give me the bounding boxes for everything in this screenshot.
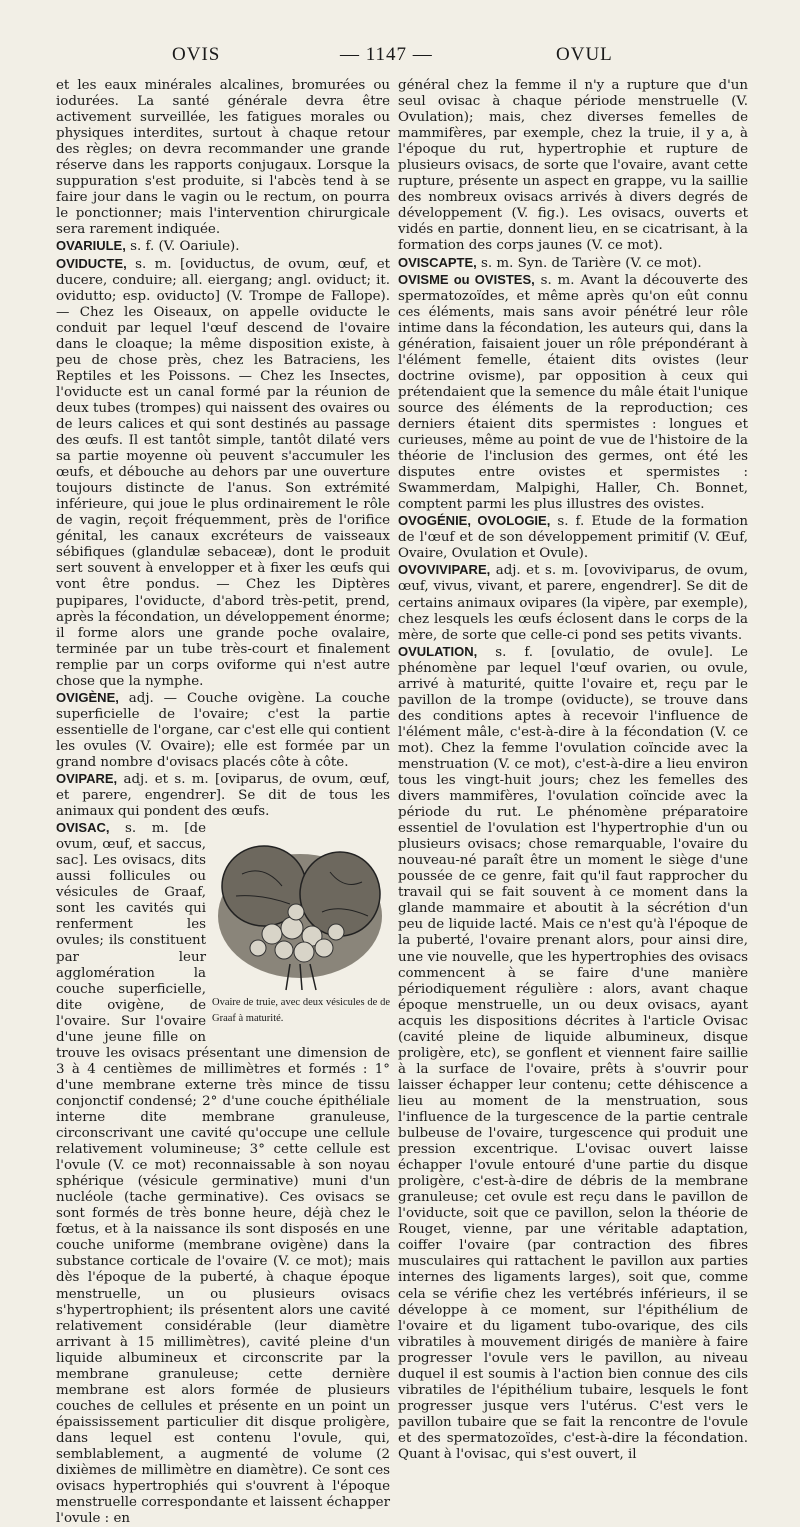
entry-ovigene: OVIGÈNE, adj. — Couche ovigène. La couche superficielle de l'ovaire; c'est la partie essentielle de l'organe, car c'est elle qui contient les ovules (V. Ovaire); elle est formée par un grand nombre d'ovisacs placés côte à côte. <box>56 689 390 770</box>
entry-ovogenie: OVOGÉNIE, OVOLOGIE, s. f. Etude de la formation de l'œuf et de son développement primitif (V. Œuf, Ovaire, Ovulation et Ovule). <box>398 513 748 562</box>
ovary-illustration <box>212 824 390 994</box>
entry-headword: OVIDUCTE, <box>56 255 127 271</box>
entry-continuation: général chez la femme il n'y a rupture que d'un seul ovisac à chaque période menstruelle (V. Ovulation); mais, chez diverses femelles de mammifères, par exemple, chez la truie, il y a, à l'époque du rut, hypertrophie et rupture de plusieurs ovisacs, de sorte que l'ovaire, avant cette rupture, présente un aspect en grappe, vu la saillie des nombreux ovisacs arrivés à divers degrés de développement (V. fig.). Les ovisacs, ouverts et vidés en partie, donnent lieu, en se cicatrisant, à la formation des corps jaunes (V. ce mot). <box>398 78 748 254</box>
entry-continuation: et les eaux minérales alcalines, bromurées ou iodurées. La santé générale devra être activement surveillée, les fatigues morales ou physiques interdites, surtout à chaque retour des règles; on devra recommander une grande réserve dans les rapports conjugaux. Lorsque la suppuration s'est produite, si l'abcès tend à se faire jour dans le vagin ou le rectum, on pourra le ponctionner; mais l'intervention chirurgicale sera rarement indiquée. <box>56 78 390 238</box>
entry-ovipare: OVIPARE, adj. et s. m. [oviparus, de ovum, œuf, et parere, engendrer]. Se dit de tous les animaux qui pondent des œufs. <box>56 771 390 820</box>
entry-ovovivipare: OVOVIVIPARE, adj. et s. m. [ovoviviparus, de ovum, œuf, vivus, vivant, et parere, engendrer]. Se dit de certains animaux ovipares (la vipère, par exemple), chez lesquels les œufs éclosent dans le corps de la mère, de sorte que celle-ci pond ses petits vivants. <box>398 562 748 643</box>
entry-headword: OVOVIVIPARE, <box>398 562 491 578</box>
right-column <box>398 78 748 1463</box>
entry-ovisac: Ovaire de truie, avec deux vésicules de de Graaf à maturité. OVISAC, s. m. [de ovum, œuf, et saccus, sac]. Les ovisacs, dits aussi follicules ou vésicules de Graaf, sont les cavités qui renferment les ovules; ils constituent par leur agglomération la couche superficielle, dite ovigène, de l'ovaire. Sur l'ovaire d'une jeune fille on trouve les ovisacs présentant une dimension de 3 à 4 centièmes de millimètres et formés : 1° d'une membrane externe très mince de tissu conjonctif condensé; 2° d'une couche épithéliale interne dite membrane granuleuse, circonscrivant une cavité qu'occupe une cellule relativement volumineuse; 3° cette cellule est l'ovule (V. ce mot) reconnaissable à son noyau sphérique (vésicule germinative) muni d'un nucléole (tache germinative). Ces ovisacs se sont formés de très bonne heure, déjà chez le fœtus, et à la naissance ils sont disposés en une couche uniforme (membrane ovigène) dans la substance corticale de l'ovaire (V. ce mot); mais dès l'époque de la puberté, à chaque époque menstruelle, un ou plusieurs ovisacs s'hypertrophient; ils présentent alors une cavité relativement considérable (leur diamètre arrivant à 15 millimètres), cavité pleine d'un liquide albumineux et circonscrite par la membrane granuleuse; cette dernière membrane est alors formée de plusieurs couches de cellules et présente en un point un épaississement particulier dit disque proligère, dans lequel est contenu l'ovule, qui, semblablement, a augmenté de volume (2 dixièmes de millimètre en diamètre). Ce sont ces ovisacs hypertrophiés qui s'ouvrent à l'époque menstruelle correspondante et laissent échapper l'ovule : en <box>56 820 390 1527</box>
entry-headword: OVIGÈNE, <box>56 689 119 705</box>
entry-headword: OVOGÉNIE, OVOLOGIE, <box>398 513 551 529</box>
entry-headword: OVISCAPTE, <box>398 254 477 270</box>
entry-oviscapte: OVISCAPTE, s. m. Syn. de Tarière (V. ce mot). <box>398 254 702 271</box>
entry-headword: OVISME ou OVISTES, <box>398 271 535 287</box>
running-head-left: OVIS <box>172 44 221 65</box>
ovary-figure <box>212 824 390 1026</box>
entry-oviducte: OVIDUCTE, s. m. [oviductus, de ovum, œuf, et ducere, conduire; all. eiergang; angl. oviduct; it. ovidutto; esp. oviducto] (V. Trompe de Fallope). — Chez les Oiseaux, on appelle oviducte le conduit par lequel l'œuf descend de l'ovaire dans le cloaque; la même disposition existe, à peu de chose près, chez les Batraciens, les Reptiles et les Poissons. — Chez les Insectes, l'oviducte est un canal formé par la réunion de deux tubes (trompes) qui naissent des ovaires ou de leurs calices et qui sont destinés au passage des œufs. Il est tantôt simple, tantôt dilaté vers sa partie moyenne où peuvent s'accumuler les œufs, et débouche au dehors par une ouverture toujours distincte de l'anus. Son extrémité inférieure, qui joue le plus ordinairement le rôle de vagin, reçoit fréquemment, près de l'orifice génital, les canaux excréteurs de vaisseaux sébifiques (glandulæ sebaceæ), dont le produit sert souvent à envelopper et à fixer les œufs qui vont être pondus. — Chez les Diptères pupipares, l'oviducte, d'abord très-petit, prend, après la fécondation, un développement énorme; il forme alors une grande poche ovalaire, terminée par un tube très-court et finalement remplie par un corps oviforme qui n'est autre chose que la nymphe. <box>56 255 390 689</box>
page-header <box>0 44 800 74</box>
page-number: — 1147 — <box>340 44 433 65</box>
figure-caption: Ovaire de truie, avec deux vésicules de de Graaf à maturité. <box>212 997 390 1025</box>
entry-headword: OVARIULE, <box>56 238 126 254</box>
entry-headword: OVULATION, <box>398 643 478 659</box>
entry-ovulation: OVULATION, s. f. [ovulatio, de ovule]. Le phénomène par lequel l'œuf ovarien, ou ovule, arrivé à maturité, quitte l'ovaire et, reçu par le pavillon de la trompe (oviducte), se trouve dans des conditions aptes à recevoir l'influence de l'élément mâle, c'est-à-dire à la fécondation (V. ce mot). Chez la femme l'ovulation coïncide avec la menstruation (V. ce mot), c'est-à-dire a lieu environ tous les vingt-huit jours; chez les femelles des divers mammifères, l'ovulation coïncide avec la période du rut. Le phénomène préparatoire essentiel de l'ovulation est l'hypertrophie d'un ou plusieurs ovisacs; chose remarquable, l'ovaire du nouveau-né paraît être un moment le siège d'une poussée de ce genre, fait qu'il faut rapprocher du travail qui se fait souvent à ce moment dans la glande mammaire et aboutit à la sécrétion d'un peu de liquide lacté. Mais ce n'est qu'à l'époque de la puberté, l'ovaire prenant alors, pour ainsi dire, une vie nouvelle, que les hypertrophies des ovisacs commencent à se faire d'une manière périodiquement régulière : alors, avant chaque époque menstruelle, un ou deux ovisacs, ayant acquis les dispositions décrites à l'article Ovisac (cavité pleine de liquide albumineux, disque proligère, etc), se gonflent et viennent faire saillie à la surface de l'ovaire, prêts à s'ouvrir pour laisser échapper leur contenu; cette déhiscence a lieu au moment de la menstruation, sous l'influence de la turgescence de la partie centrale bulbeuse de l'ovaire, turgescence qui produit une pression excentrique. L'ovisac ouvert laisse échapper l'ovule entouré d'une partie du disque proligère, c'est-à-dire de débris de la membrane granuleuse; cet ovule est reçu dans le pavillon de l'oviducte, soit que ce pavillon, selon la théorie de Rouget, vienne, par une véritable adaptation, coiffer l'ovaire (par contraction des fibres musculaires qui rattachent le pavillon aux parties internes des ligaments larges), soit que, comme cela se vérifie chez les vertébrés inférieurs, il se développe à ce moment, sur l'épithélium de l'ovaire et du ligament tubo-ovarique, des cils vibratiles à mouvement dirigés de manière à faire progresser l'ovule vers le pavillon, au niveau duquel il est soumis à l'action bien connue des cils vibratiles de l'épithélium tubaire, lesquels le font progresser jusque vers l'utérus. C'est vers le pavillon tubaire que se fait la rencontre de l'ovule et des spermatozoïdes, c'est-à-dire la fécondation. Quant à l'ovisac, qui s'est ouvert, il <box>398 643 748 1462</box>
entry-headword: OVISAC, <box>56 820 110 836</box>
entry-ovisme: OVISME ou OVISTES, s. m. Avant la découverte des spermatozoïdes, et même après qu'on eût connu ces éléments, mais sans avoir pénétré leur rôle intime dans la fécondation, les auteurs qui, dans la génération, faisaient jouer un rôle prépondérant à l'élément femelle, étaient dits ovistes (leur doctrine ovisme), par opposition à ceux qui prétendaient que la semence du mâle était l'unique source des éléments de la reproduction; ces derniers étaient dits spermistes : longues et curieuses, même au point de vue de l'histoire de la théorie de l'inclusion des germes, ont été les disputes entre ovistes et spermistes : Swammerdam, Malpighi, Haller, Ch. Bonnet, comptent parmi les plus illustres des ovistes. <box>398 271 748 513</box>
left-column <box>56 78 390 1527</box>
running-head-right: OVUL <box>556 44 613 65</box>
entry-ovariule: OVARIULE, s. f. (V. Oariule). <box>56 238 240 255</box>
entry-headword: OVIPARE, <box>56 771 118 787</box>
